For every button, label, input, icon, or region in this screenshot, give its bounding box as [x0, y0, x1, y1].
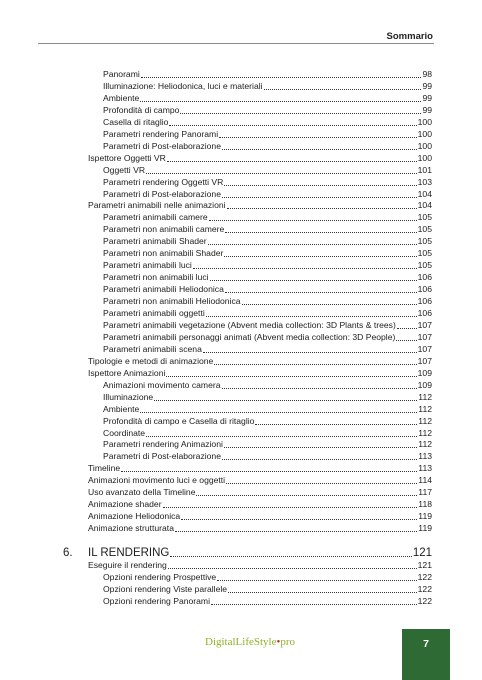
toc-entry-page: 118: [418, 499, 432, 510]
toc-entry-label: Animazione shader: [88, 499, 162, 510]
brand-name: DigitalLifeStyle: [205, 636, 277, 648]
toc-entry-page: 113: [418, 451, 432, 462]
dot-leader: [168, 568, 417, 569]
dot-leader: [214, 364, 416, 365]
toc-entry-page: 112: [418, 403, 432, 414]
toc-entry-label: Parametri animabili personaggi animati (Abvent media collection: 3D People): [103, 331, 396, 342]
toc-entry-label: Coordinate: [103, 427, 146, 438]
toc-entry-page: 105: [417, 248, 432, 259]
dot-leader: [140, 412, 417, 413]
toc-entry-page: 122: [417, 595, 432, 606]
dot-leader: [224, 447, 417, 448]
toc-entry-label: Parametri rendering Animazioni: [103, 439, 223, 450]
toc-entry[interactable]: [88, 463, 432, 474]
toc-entry[interactable]: [88, 499, 432, 510]
toc-entry-page: 119: [418, 523, 432, 534]
dot-leader: [211, 604, 417, 605]
toc-entry[interactable]: [103, 189, 432, 200]
toc-entry-label: Parametri animabili nelle animazioni: [88, 200, 226, 211]
dot-leader: [206, 316, 417, 317]
toc-entry[interactable]: [103, 177, 432, 188]
toc-entry-label: Opzioni rendering Viste parallele: [103, 583, 228, 594]
toc-entry-page: 106: [417, 296, 432, 307]
dot-leader: [146, 436, 417, 437]
toc-entry[interactable]: [103, 248, 432, 259]
toc-entry[interactable]: [103, 428, 432, 439]
toc-entry[interactable]: [103, 439, 432, 450]
dot-leader: [217, 580, 416, 581]
dot-leader: [224, 256, 416, 257]
toc-entry-page: 100: [417, 116, 432, 127]
chapter-title: IL RENDERING: [88, 547, 170, 559]
dot-leader: [222, 459, 417, 460]
toc-entry[interactable]: [103, 572, 432, 583]
toc-entry[interactable]: [103, 380, 432, 391]
toc-entry[interactable]: [103, 272, 432, 283]
dot-leader: [255, 424, 417, 425]
toc-entry-label: Ambiente: [103, 403, 140, 414]
toc-entry-label: Animazioni movimento luci e oggetti: [88, 475, 226, 486]
toc-entry-page: 109: [417, 379, 432, 390]
toc-entry-page: 104: [417, 188, 432, 199]
toc-entry-page: 109: [417, 367, 432, 378]
toc-entry[interactable]: [103, 308, 432, 319]
toc-entry-page: 99: [422, 80, 432, 91]
toc-entry[interactable]: [103, 320, 432, 331]
toc-entry-page: 99: [422, 104, 432, 115]
dot-leader: [146, 173, 417, 174]
toc-entry-label: Animazione strutturata: [88, 523, 174, 534]
toc-entry-page: 106: [417, 308, 432, 318]
toc-entry[interactable]: [88, 523, 432, 534]
toc-entry-label: Animazioni movimento camera: [103, 379, 221, 390]
toc-entry-page: 107: [417, 319, 432, 330]
toc-entry-page: 112: [418, 439, 432, 450]
dot-leader: [141, 77, 422, 78]
page-number: 7: [423, 638, 429, 650]
dot-leader: [227, 208, 417, 209]
toc-entry-label: Panorami: [103, 69, 140, 79]
toc-entry-label: Parametri animabili luci: [103, 260, 192, 271]
toc-entry-label: Oggetti VR: [103, 164, 146, 175]
toc-entry-label: Parametri non animabili camere: [103, 224, 225, 235]
toc-entry-label: Illuminazione: Heliodonica, luci e materiali: [103, 80, 263, 91]
toc-entry-page: 107: [417, 343, 432, 354]
toc-entry-page: 107: [417, 355, 432, 366]
toc-entry-label: Animazione Heliodonica: [88, 511, 181, 522]
dot-leader: [193, 268, 417, 269]
dot-leader: [180, 113, 421, 114]
toc-entry-label: Parametri animabili oggetti: [103, 308, 205, 318]
toc-entry-label: Parametri animabili scena: [103, 343, 202, 354]
toc-entry[interactable]: [103, 165, 432, 176]
toc-entry[interactable]: [103, 117, 432, 128]
toc-entry[interactable]: [103, 584, 432, 595]
dot-leader: [228, 592, 417, 593]
toc-entry[interactable]: [103, 260, 432, 271]
toc-entry-label: Illuminazione: [103, 391, 154, 402]
toc-entry[interactable]: [103, 69, 432, 80]
toc-entry[interactable]: [103, 212, 432, 223]
toc-entry-label: Casella di ritaglio: [103, 116, 169, 127]
dot-leader: [210, 280, 417, 281]
dot-leader: [166, 376, 416, 377]
toc-entry[interactable]: [88, 475, 432, 486]
toc-entry-page: 98: [422, 69, 432, 79]
toc-entry-page: 121: [417, 560, 432, 570]
dot-leader: [222, 197, 417, 198]
toc-entry[interactable]: [103, 141, 432, 152]
toc-entry-page: 113: [418, 463, 432, 474]
dot-leader: [175, 531, 417, 532]
toc-entry[interactable]: [103, 93, 432, 104]
toc-entry[interactable]: [103, 596, 432, 607]
toc-entry-page: 112: [418, 415, 432, 426]
page-number-tab: [402, 629, 450, 680]
brand-suffix: pro: [280, 636, 296, 648]
toc-entry-label: Parametri non animabili luci: [103, 272, 209, 283]
toc-entry-page: 106: [417, 272, 432, 283]
toc-entry-label: Ambiente: [103, 92, 140, 103]
toc-entry-label: Parametri animabili Heliodonica: [103, 284, 224, 295]
dot-leader: [170, 556, 411, 557]
toc-entry-page: 99: [422, 92, 432, 103]
dot-leader: [209, 220, 417, 221]
toc-entry[interactable]: [103, 129, 432, 140]
toc-entry-label: Ispettore Oggetti VR: [88, 152, 166, 163]
toc-entry[interactable]: [88, 511, 432, 522]
header-divider: [38, 43, 434, 44]
toc-entry-label: Parametri non animabili Shader: [103, 248, 224, 259]
toc-entry[interactable]: [103, 224, 432, 235]
toc-entry[interactable]: [103, 284, 432, 295]
toc-entry[interactable]: [103, 332, 432, 343]
toc-entry-page: 105: [417, 260, 432, 271]
toc-entry-page: 104: [417, 200, 432, 211]
toc-entry-page: 100: [417, 128, 432, 139]
toc-entry-label: Parametri rendering Oggetti VR: [103, 176, 224, 187]
dot-leader: [224, 185, 416, 186]
toc-entry-label: Parametri di Post-elaborazione: [103, 140, 221, 151]
toc-entry-page: 106: [417, 284, 432, 295]
chapter-heading: [63, 546, 432, 560]
toc-entry-label: Eseguire il rendering: [88, 560, 167, 570]
dot-leader: [121, 471, 417, 472]
toc-entry[interactable]: [103, 451, 432, 462]
toc-entry-page: 107: [417, 331, 432, 342]
toc-entry-label: Uso avanzato della Timeline: [88, 487, 196, 498]
toc-entry-page: 100: [417, 140, 432, 151]
toc-entry-page: 105: [417, 212, 432, 223]
toc-entry[interactable]: [88, 368, 432, 379]
toc-entry-page: 119: [418, 511, 432, 522]
toc-entry-label: Profondità di campo: [103, 104, 180, 115]
toc-entry-label: Parametri non animabili Heliodonica: [103, 296, 241, 307]
toc-entry-page: 101: [417, 164, 432, 175]
dot-leader: [219, 137, 417, 138]
toc-entry-label: Parametri di Post-elaborazione: [103, 451, 221, 462]
dot-leader: [163, 507, 418, 508]
toc-entry-page: 105: [417, 236, 432, 247]
dot-leader: [225, 292, 417, 293]
dot-leader: [167, 161, 417, 162]
dot-leader: [208, 244, 417, 245]
toc-entry-page: 105: [417, 224, 432, 235]
toc-entry-page: 103: [417, 176, 432, 187]
toc-entry[interactable]: [103, 105, 432, 116]
toc-entry[interactable]: [103, 236, 432, 247]
toc-entry-label: Profondità di campo e Casella di ritaglio: [103, 415, 255, 426]
dot-leader: [140, 101, 421, 102]
chapter-number: 6.: [63, 547, 73, 559]
brand-dot: •: [276, 636, 281, 648]
dot-leader: [154, 400, 417, 401]
toc-entry-label: Ispettore Animazioni: [88, 367, 166, 378]
toc-entry-page: 114: [418, 475, 432, 486]
dot-leader: [169, 125, 416, 126]
dot-leader: [397, 328, 417, 329]
toc-entry-page: 112: [418, 427, 432, 438]
section-title: Sommario: [386, 31, 433, 42]
toc-entry[interactable]: [88, 560, 432, 571]
toc-entry[interactable]: [103, 416, 432, 427]
toc-entry-label: Opzioni rendering Panorami: [103, 595, 211, 606]
toc-entry-page: 112: [418, 391, 432, 402]
dot-leader: [196, 495, 417, 496]
dot-leader: [222, 149, 417, 150]
dot-leader: [264, 89, 422, 90]
dot-leader: [396, 340, 416, 341]
toc-entry[interactable]: [88, 200, 432, 211]
toc-entry-label: Parametri animabili camere: [103, 212, 208, 223]
toc-entry[interactable]: [103, 296, 432, 307]
toc-entry[interactable]: [103, 81, 432, 92]
toc-entry-page: 100: [417, 152, 432, 163]
toc-entry-label: Parametri animabili vegetazione (Abvent media collection: 3D Plants & trees): [103, 319, 396, 330]
toc-entry-label: Parametri rendering Panorami: [103, 128, 219, 139]
brand-logo: [205, 636, 295, 648]
chapter-page: 121: [412, 547, 432, 559]
toc-entry-page: 122: [417, 583, 432, 594]
dot-leader: [225, 232, 416, 233]
toc-entry[interactable]: [103, 404, 432, 415]
toc-entry[interactable]: [88, 356, 432, 367]
toc-entry[interactable]: [103, 392, 432, 403]
toc-entry-label: Tipologie e metodi di animazione: [88, 355, 214, 366]
toc-entry[interactable]: [103, 344, 432, 355]
toc-entry[interactable]: [88, 487, 432, 498]
dot-leader: [181, 519, 417, 520]
toc-entry-label: Parametri animabili Shader: [103, 236, 207, 247]
dot-leader: [226, 483, 417, 484]
dot-leader: [242, 304, 417, 305]
dot-leader: [203, 352, 417, 353]
toc-entry-page: 122: [417, 571, 432, 582]
toc-entry-label: Opzioni rendering Prospettive: [103, 571, 217, 582]
toc-entry-page: 117: [418, 487, 432, 498]
toc-entry-label: Parametri di Post-elaborazione: [103, 188, 221, 199]
toc-entry-label: Timeline: [88, 463, 121, 474]
toc-entry[interactable]: [88, 153, 432, 164]
dot-leader: [222, 388, 417, 389]
